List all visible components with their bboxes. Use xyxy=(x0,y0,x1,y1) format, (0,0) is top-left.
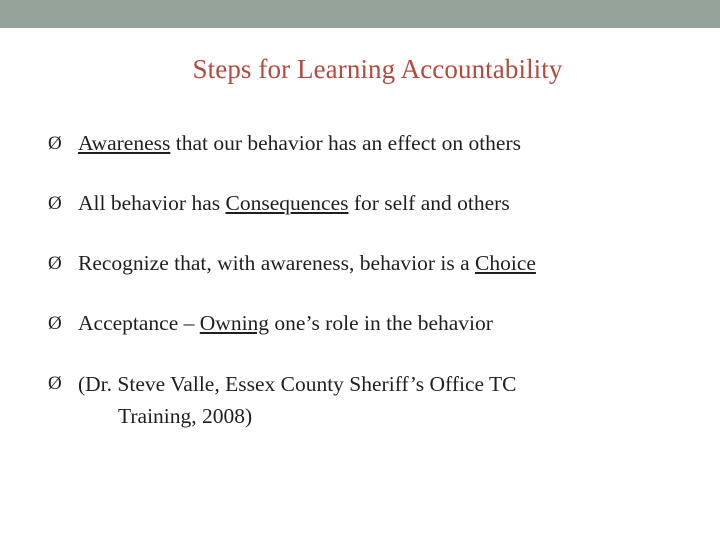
arrow-bullet-icon: Ø xyxy=(48,133,62,154)
bullet-text-pre: Recognize that, with awareness, behavior is a xyxy=(78,251,476,275)
bullet-keyword-owning: Owning xyxy=(199,311,270,335)
citation-line-1: (Dr. Steve Valle, Essex County Sheriff’s Office TC xyxy=(78,372,517,396)
bullet-item-choice xyxy=(48,248,698,279)
bullet-item-consequences xyxy=(48,188,698,219)
top-banner-bar xyxy=(0,0,720,28)
bullet-item-owning xyxy=(48,308,698,339)
bullet-text-pre: All behavior has xyxy=(78,191,226,215)
citation-line-2: Training, 2008) xyxy=(118,404,253,428)
bullet-item-citation xyxy=(48,368,638,432)
bullet-text-post: that our behavior has an effect on others xyxy=(170,131,522,155)
bullet-text-pre: Acceptance – xyxy=(78,311,200,335)
bullet-text-post: one’s role in the behavior xyxy=(269,311,493,335)
bullet-item-awareness xyxy=(48,128,698,159)
bullet-keyword-awareness: Awareness xyxy=(78,131,171,155)
bullet-keyword-consequences: Consequences xyxy=(225,191,349,215)
bullet-list xyxy=(48,128,698,461)
bullet-keyword-choice: Choice xyxy=(475,251,536,275)
arrow-bullet-icon: Ø xyxy=(48,253,62,274)
arrow-bullet-icon: Ø xyxy=(48,373,62,394)
bullet-text-post: for self and others xyxy=(348,191,510,215)
slide-title: Steps for Learning Accountability xyxy=(192,54,563,84)
arrow-bullet-icon: Ø xyxy=(48,313,62,334)
arrow-bullet-icon: Ø xyxy=(48,193,62,214)
